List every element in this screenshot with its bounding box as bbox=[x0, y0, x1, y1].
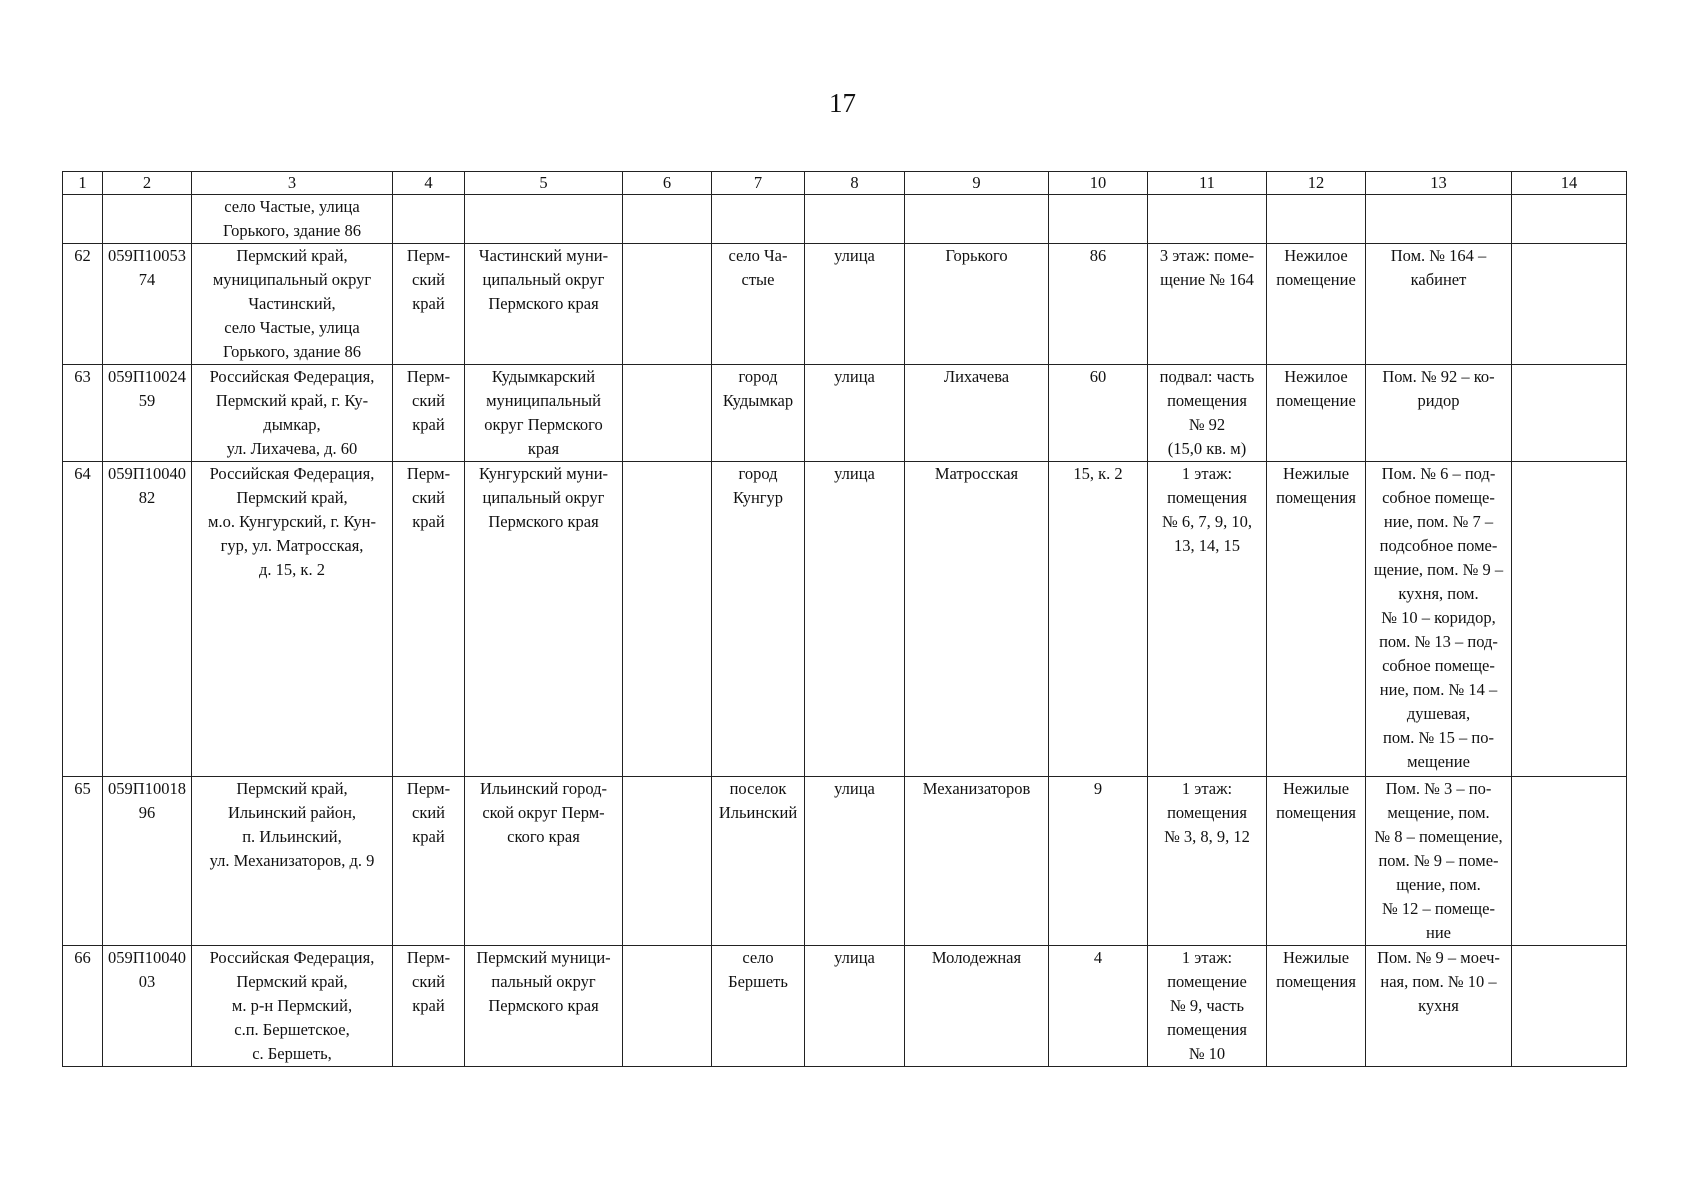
cell-text-line: пальный округ bbox=[491, 972, 596, 991]
cell-text-line: мещение bbox=[1407, 752, 1470, 771]
table-cell-col-7 bbox=[712, 946, 805, 1067]
column-header-8: 8 bbox=[805, 172, 905, 195]
cell-text-line: Нежилое bbox=[1284, 246, 1348, 265]
table-cell-col-10 bbox=[1049, 777, 1148, 946]
cell-text-line: подвал: часть bbox=[1159, 367, 1255, 386]
cell-text-line: Кудымкар bbox=[722, 391, 794, 410]
cell-text-line: ской округ Перм- bbox=[482, 803, 605, 822]
column-header-14: 14 bbox=[1512, 172, 1627, 195]
cell-text-line: край bbox=[412, 996, 445, 1015]
table-cell-col-13 bbox=[1366, 365, 1512, 462]
cell-text-line: ридор bbox=[1417, 391, 1460, 410]
table-cell-col-14 bbox=[1512, 946, 1627, 1067]
cell-text-line: ского края bbox=[507, 827, 580, 846]
table-cell-col-2 bbox=[103, 365, 192, 462]
table-cell-col-1 bbox=[63, 462, 103, 777]
cell-text-line: м. р-н Пермский, bbox=[231, 996, 353, 1015]
cell-text-line: село Частые, улица bbox=[224, 197, 360, 216]
table-header bbox=[63, 172, 1627, 195]
cell-text-line: ул. Механизаторов, д. 9 bbox=[209, 851, 375, 870]
cell-text-line: 059П10040 bbox=[108, 948, 186, 967]
cell-text-line: 059П10024 bbox=[108, 367, 186, 386]
cell-text-line: 4 bbox=[1093, 948, 1103, 967]
cell-text-line: город bbox=[738, 367, 778, 386]
table-cell-col-1 bbox=[63, 946, 103, 1067]
table-cell-col-11 bbox=[1148, 244, 1267, 365]
cell-text-line: помещения bbox=[1276, 803, 1356, 822]
cell-text-line: Горького bbox=[945, 246, 1008, 265]
table-cell-col-4 bbox=[393, 946, 465, 1067]
header-row bbox=[63, 172, 1627, 195]
cell-text-line: Ильинский bbox=[718, 803, 798, 822]
cell-text-line: улица bbox=[834, 367, 875, 386]
cell-text-line: 3 этаж: поме- bbox=[1159, 246, 1255, 265]
cell-text-line: Пермского края bbox=[488, 996, 599, 1015]
cell-text-line: Пермский муници- bbox=[476, 948, 611, 967]
table-cell-col-5 bbox=[465, 777, 623, 946]
table-cell-col-2 bbox=[103, 195, 192, 244]
table-cell-col-7 bbox=[712, 195, 805, 244]
table-row bbox=[63, 195, 1627, 244]
cell-text-line: № 92 bbox=[1188, 415, 1226, 434]
cell-text-line: ние, пом. № 14 – bbox=[1379, 680, 1498, 699]
cell-text-line: № 6, 7, 9, 10, bbox=[1162, 512, 1252, 531]
cell-text-line: помещения bbox=[1167, 1020, 1247, 1039]
cell-text-line: Перм- bbox=[406, 464, 451, 483]
cell-text-line: № 3, 8, 9, 12 bbox=[1164, 827, 1250, 846]
cell-text-line: 03 bbox=[138, 972, 156, 991]
cell-text-line: край bbox=[412, 512, 445, 531]
table-cell-col-12 bbox=[1267, 244, 1366, 365]
cell-text-line: Перм- bbox=[406, 246, 451, 265]
cell-text-line: ский bbox=[412, 972, 445, 991]
table-cell-col-9 bbox=[905, 195, 1049, 244]
cell-text-line: 60 bbox=[1089, 367, 1107, 386]
cell-text-line: город bbox=[738, 464, 778, 483]
cell-text-line: Пермский край, bbox=[236, 488, 348, 507]
cell-text-line: Лихачева bbox=[943, 367, 1010, 386]
cell-text-line: 66 bbox=[74, 948, 91, 967]
cell-text-line: улица bbox=[834, 246, 875, 265]
column-header-10: 10 bbox=[1049, 172, 1148, 195]
table-cell-col-11 bbox=[1148, 777, 1267, 946]
column-header-7: 7 bbox=[712, 172, 805, 195]
cell-text-line: улица bbox=[834, 779, 875, 798]
cell-text-line: Молодежная bbox=[931, 948, 1022, 967]
cell-text-line: Пермского края bbox=[488, 294, 599, 313]
table-cell-col-2 bbox=[103, 946, 192, 1067]
table-cell-col-6 bbox=[623, 777, 712, 946]
cell-text-line: ский bbox=[412, 391, 445, 410]
cell-text-line: Нежилые bbox=[1282, 464, 1350, 483]
cell-text-line: 74 bbox=[138, 270, 156, 289]
cell-text-line: щение № 164 bbox=[1160, 270, 1254, 289]
table-cell-col-6 bbox=[623, 462, 712, 777]
table-cell-col-14 bbox=[1512, 777, 1627, 946]
cell-text-line: 9 bbox=[1093, 779, 1103, 798]
cell-text-line: село bbox=[742, 948, 774, 967]
cell-text-line: Пермского края bbox=[488, 512, 599, 531]
cell-text-line: пом. № 13 – под- bbox=[1379, 632, 1498, 651]
table-cell-col-2 bbox=[103, 462, 192, 777]
table-cell-col-14 bbox=[1512, 365, 1627, 462]
cell-text-line: муниципальный округ bbox=[212, 270, 372, 289]
table-row bbox=[63, 462, 1627, 777]
cell-text-line: улица bbox=[834, 464, 875, 483]
table-cell-col-13 bbox=[1366, 777, 1512, 946]
cell-text-line: Частинский муни- bbox=[478, 246, 609, 265]
cell-text-line: улица bbox=[834, 948, 875, 967]
table-cell-col-9 bbox=[905, 462, 1049, 777]
table-cell-col-13 bbox=[1366, 946, 1512, 1067]
column-header-4: 4 bbox=[393, 172, 465, 195]
table-cell-col-1 bbox=[63, 777, 103, 946]
cell-text-line: помещения bbox=[1276, 488, 1356, 507]
table-cell-col-1 bbox=[63, 195, 103, 244]
table-cell-col-8 bbox=[805, 946, 905, 1067]
table-cell-col-6 bbox=[623, 195, 712, 244]
table-cell-col-5 bbox=[465, 365, 623, 462]
cell-text-line: помещения bbox=[1276, 972, 1356, 991]
column-header-13: 13 bbox=[1366, 172, 1512, 195]
cell-text-line: край bbox=[412, 827, 445, 846]
cell-text-line: 86 bbox=[1089, 246, 1107, 265]
cell-text-line: Ильинский город- bbox=[480, 779, 607, 798]
cell-text-line: ципальный округ bbox=[482, 270, 605, 289]
cell-text-line: Перм- bbox=[406, 948, 451, 967]
cell-text-line: 59 bbox=[138, 391, 156, 410]
cell-text-line: Пермский край, bbox=[236, 779, 348, 798]
cell-text-line: Перм- bbox=[406, 779, 451, 798]
cell-text-line: 059П10053 bbox=[108, 246, 186, 265]
table-cell-col-11 bbox=[1148, 946, 1267, 1067]
cell-text-line: ние bbox=[1426, 923, 1451, 942]
column-header-6: 6 bbox=[623, 172, 712, 195]
table-row bbox=[63, 777, 1627, 946]
cell-text-line: ная, пом. № 10 – bbox=[1380, 972, 1497, 991]
cell-text-line: Пом. № 6 – под- bbox=[1381, 464, 1496, 483]
table-cell-col-2 bbox=[103, 244, 192, 365]
cell-text-line: дымкар, bbox=[263, 415, 321, 434]
table-cell-col-8 bbox=[805, 365, 905, 462]
table-cell-col-6 bbox=[623, 946, 712, 1067]
cell-text-line: Горького, здание 86 bbox=[223, 221, 361, 240]
cell-text-line: собное помеще- bbox=[1382, 488, 1495, 507]
table-cell-col-10 bbox=[1049, 244, 1148, 365]
table-cell-col-11 bbox=[1148, 195, 1267, 244]
cell-text-line: 64 bbox=[74, 464, 91, 483]
table-cell-col-5 bbox=[465, 462, 623, 777]
cell-text-line: с.п. Бершетское, bbox=[234, 1020, 350, 1039]
table-body bbox=[63, 195, 1627, 1067]
table-cell-col-10 bbox=[1049, 946, 1148, 1067]
table-cell-col-7 bbox=[712, 365, 805, 462]
table-cell-col-1 bbox=[63, 244, 103, 365]
cell-text-line: Горького, здание 86 bbox=[223, 342, 361, 361]
cell-text-line: щение, пом. bbox=[1396, 875, 1481, 894]
cell-text-line: 1 этаж: bbox=[1181, 779, 1233, 798]
table-cell-col-6 bbox=[623, 365, 712, 462]
cell-text-line: 62 bbox=[74, 246, 91, 265]
table-cell-col-3 bbox=[192, 462, 393, 777]
cell-text-line: пом. № 9 – поме- bbox=[1378, 851, 1499, 870]
page-number: 17 bbox=[829, 88, 856, 118]
table-cell-col-3 bbox=[192, 777, 393, 946]
table-cell-col-12 bbox=[1267, 365, 1366, 462]
cell-text-line: Пермский край, bbox=[236, 972, 348, 991]
cell-text-line: Кунгур bbox=[732, 488, 784, 507]
table-cell-col-5 bbox=[465, 195, 623, 244]
cell-text-line: ние, пом. № 7 – bbox=[1383, 512, 1494, 531]
cell-text-line: д. 15, к. 2 bbox=[259, 560, 325, 579]
cell-text-line: село Частые, улица bbox=[224, 318, 360, 337]
table-cell-col-4 bbox=[393, 777, 465, 946]
cell-text-line: 13, 14, 15 bbox=[1174, 536, 1240, 555]
cell-text-line: собное помеще- bbox=[1382, 656, 1495, 675]
cell-text-line: Кудымкарский bbox=[491, 367, 596, 386]
table-cell-col-13 bbox=[1366, 195, 1512, 244]
column-header-12: 12 bbox=[1267, 172, 1366, 195]
cell-text-line: душевая, bbox=[1406, 704, 1471, 723]
table-cell-col-8 bbox=[805, 462, 905, 777]
table-cell-col-3 bbox=[192, 195, 393, 244]
table-cell-col-3 bbox=[192, 365, 393, 462]
cell-text-line: 059П10040 bbox=[108, 464, 186, 483]
cell-text-line: № 8 – помещение, bbox=[1374, 827, 1503, 846]
cell-text-line: ский bbox=[412, 803, 445, 822]
cell-text-line: округ Пермского bbox=[484, 415, 603, 434]
cell-text-line: поселок bbox=[729, 779, 787, 798]
table-cell-col-7 bbox=[712, 244, 805, 365]
table-cell-col-4 bbox=[393, 244, 465, 365]
cell-text-line: подсобное поме- bbox=[1379, 536, 1498, 555]
table-cell-col-8 bbox=[805, 777, 905, 946]
cell-text-line: помещения bbox=[1167, 803, 1247, 822]
cell-text-line: кухня, пом. bbox=[1398, 584, 1479, 603]
cell-text-line: край bbox=[412, 415, 445, 434]
property-registry-table bbox=[62, 171, 1627, 1067]
table-cell-col-10 bbox=[1049, 462, 1148, 777]
cell-text-line: п. Ильинский, bbox=[242, 827, 342, 846]
cell-text-line: стые bbox=[741, 270, 775, 289]
cell-text-line: № 9, часть bbox=[1169, 996, 1245, 1015]
cell-text-line: Механизаторов bbox=[922, 779, 1031, 798]
cell-text-line: гур, ул. Матросская, bbox=[220, 536, 364, 555]
cell-text-line: село Ча- bbox=[728, 246, 788, 265]
cell-text-line: Кунгурский муни- bbox=[478, 464, 609, 483]
cell-text-line: муниципальный bbox=[486, 391, 601, 410]
cell-text-line: Пом. № 9 – моеч- bbox=[1377, 948, 1500, 967]
cell-text-line: Российская Федерация, bbox=[209, 948, 375, 967]
table-cell-col-6 bbox=[623, 244, 712, 365]
cell-text-line: Нежилое bbox=[1284, 367, 1348, 386]
table-cell-col-1 bbox=[63, 365, 103, 462]
cell-text-line: 1 этаж: bbox=[1181, 464, 1233, 483]
cell-text-line: № 10 bbox=[1188, 1044, 1226, 1063]
column-header-2: 2 bbox=[103, 172, 192, 195]
cell-text-line: край bbox=[412, 294, 445, 313]
table-cell-col-11 bbox=[1148, 462, 1267, 777]
cell-text-line: Российская Федерация, bbox=[209, 367, 375, 386]
cell-text-line: края bbox=[527, 439, 560, 458]
cell-text-line: Матросская bbox=[934, 464, 1019, 483]
cell-text-line: 65 bbox=[74, 779, 91, 798]
table-cell-col-13 bbox=[1366, 244, 1512, 365]
table-cell-col-12 bbox=[1267, 195, 1366, 244]
cell-text-line: № 12 – помеще- bbox=[1382, 899, 1495, 918]
table-cell-col-11 bbox=[1148, 365, 1267, 462]
column-header-9: 9 bbox=[905, 172, 1049, 195]
table-cell-col-10 bbox=[1049, 365, 1148, 462]
table-cell-col-12 bbox=[1267, 777, 1366, 946]
column-header-5: 5 bbox=[465, 172, 623, 195]
cell-text-line: 82 bbox=[138, 488, 156, 507]
cell-text-line: Российская Федерация, bbox=[209, 464, 375, 483]
cell-text-line: 059П10018 bbox=[108, 779, 186, 798]
table-cell-col-9 bbox=[905, 244, 1049, 365]
table-row bbox=[63, 244, 1627, 365]
column-header-3: 3 bbox=[192, 172, 393, 195]
table-cell-col-14 bbox=[1512, 195, 1627, 244]
cell-text-line: 15, к. 2 bbox=[1073, 464, 1123, 483]
cell-text-line: 63 bbox=[74, 367, 91, 386]
cell-text-line: мещение, пом. bbox=[1387, 803, 1490, 822]
cell-text-line: Ильинский район, bbox=[227, 803, 357, 822]
table-cell-col-12 bbox=[1267, 462, 1366, 777]
table-cell-col-10 bbox=[1049, 195, 1148, 244]
table-cell-col-7 bbox=[712, 777, 805, 946]
table-cell-col-14 bbox=[1512, 244, 1627, 365]
cell-text-line: 1 этаж: bbox=[1181, 948, 1233, 967]
cell-text-line: (15,0 кв. м) bbox=[1167, 439, 1247, 458]
cell-text-line: Частинский, bbox=[248, 294, 336, 313]
table-cell-col-13 bbox=[1366, 462, 1512, 777]
table-cell-col-9 bbox=[905, 946, 1049, 1067]
table-cell-col-7 bbox=[712, 462, 805, 777]
table-row bbox=[63, 946, 1627, 1067]
cell-text-line: помещения bbox=[1167, 391, 1247, 410]
table-cell-col-3 bbox=[192, 946, 393, 1067]
cell-text-line: кухня bbox=[1418, 996, 1459, 1015]
table-cell-col-4 bbox=[393, 195, 465, 244]
column-header-11: 11 bbox=[1148, 172, 1267, 195]
cell-text-line: 96 bbox=[138, 803, 156, 822]
cell-text-line: ский bbox=[412, 270, 445, 289]
cell-text-line: помещения bbox=[1167, 488, 1247, 507]
cell-text-line: Перм- bbox=[406, 367, 451, 386]
cell-text-line: № 10 – коридор, bbox=[1381, 608, 1496, 627]
table-cell-col-8 bbox=[805, 195, 905, 244]
cell-text-line: щение, пом. № 9 – bbox=[1373, 560, 1504, 579]
cell-text-line: Пермский край, г. Ку- bbox=[215, 391, 369, 410]
cell-text-line: Нежилые bbox=[1282, 948, 1350, 967]
table-cell-col-4 bbox=[393, 462, 465, 777]
cell-text-line: ул. Лихачева, д. 60 bbox=[226, 439, 358, 458]
cell-text-line: Пермский край, bbox=[236, 246, 348, 265]
cell-text-line: Бершеть bbox=[728, 972, 788, 991]
cell-text-line: помещение bbox=[1167, 972, 1247, 991]
table-cell-col-5 bbox=[465, 946, 623, 1067]
cell-text-line: Пом. № 164 – bbox=[1390, 246, 1487, 265]
cell-text-line: Нежилые bbox=[1282, 779, 1350, 798]
column-header-1: 1 bbox=[63, 172, 103, 195]
table-cell-col-14 bbox=[1512, 462, 1627, 777]
cell-text-line: м.о. Кунгурский, г. Кун- bbox=[208, 512, 376, 531]
cell-text-line: помещение bbox=[1276, 270, 1356, 289]
cell-text-line: с. Бершеть, bbox=[252, 1044, 332, 1063]
table-cell-col-12 bbox=[1267, 946, 1366, 1067]
table-cell-col-3 bbox=[192, 244, 393, 365]
table-row bbox=[63, 365, 1627, 462]
cell-text-line: пом. № 15 – по- bbox=[1383, 728, 1494, 747]
cell-text-line: Пом. № 92 – ко- bbox=[1382, 367, 1495, 386]
table-cell-col-4 bbox=[393, 365, 465, 462]
table-cell-col-2 bbox=[103, 777, 192, 946]
table-cell-col-9 bbox=[905, 365, 1049, 462]
cell-text-line: ский bbox=[412, 488, 445, 507]
cell-text-line: Пом. № 3 – по- bbox=[1385, 779, 1492, 798]
cell-text-line: помещение bbox=[1276, 391, 1356, 410]
cell-text-line: кабинет bbox=[1410, 270, 1467, 289]
table-cell-col-9 bbox=[905, 777, 1049, 946]
table-cell-col-5 bbox=[465, 244, 623, 365]
table-cell-col-8 bbox=[805, 244, 905, 365]
cell-text-line: ципальный округ bbox=[482, 488, 605, 507]
